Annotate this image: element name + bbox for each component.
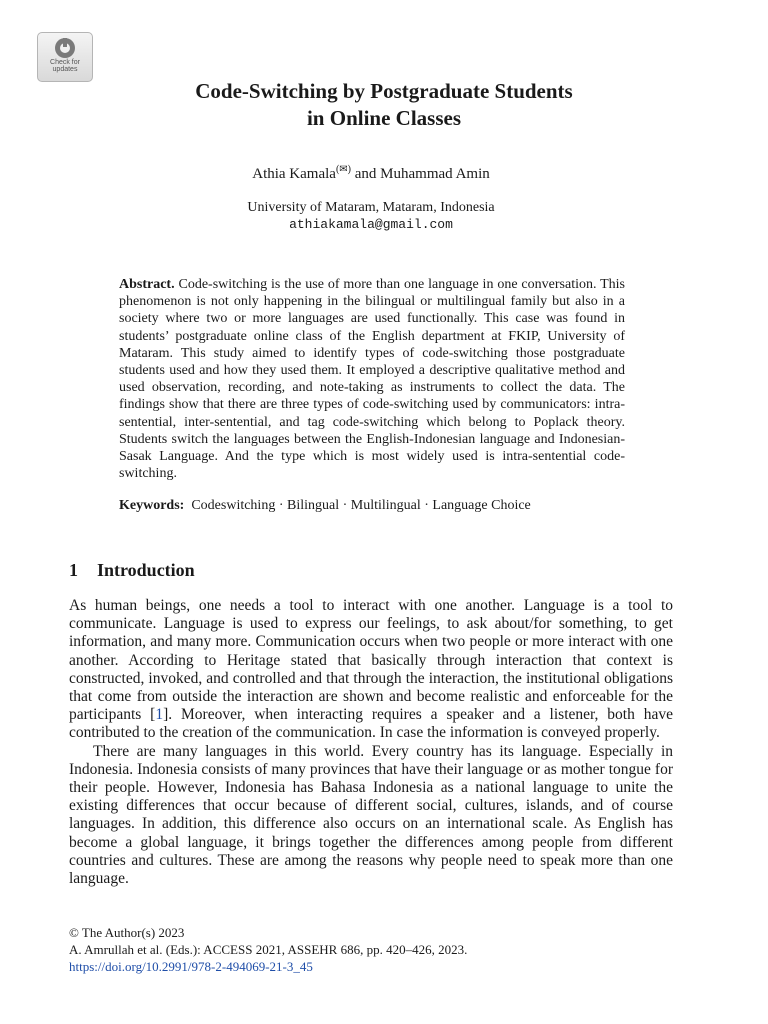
body-text: [69, 597, 673, 888]
keywords-text: Codeswitching · Bilingual · Multilingual · Language Choice: [191, 498, 531, 513]
corresponding-mail-icon: (✉): [335, 164, 351, 175]
author-email[interactable]: athiakamala@gmail.com: [289, 217, 453, 232]
copyright-line: © The Author(s) 2023: [69, 925, 185, 940]
keywords: [119, 497, 679, 514]
badge-line-1: Check for: [50, 59, 80, 66]
abstract-text: Code-switching is the use of more than one language in one conversation. This phenomenon is not only happening in the bilingual or multilingual family but also in a society where two or more languages are used functionally. This case was found in students’ postgraduate online class of the English department at FKIP, University of Mataram. This study aimed to identify types of code-switching those postgraduate students used and how they used them. It employed a descriptive qualitative method and used observation, recording, and note-taking as instruments to collect the data. The findings show that there are three types of code-switching used by communicators: intra-sentential, inter-sentential, and tag code-switching which belong to Poplack theory. Students switch the languages between the English-Indonesian language and Indonesian-Sasak Language. And the type which is most widely used is intra-sentential code-switching.: [119, 277, 625, 482]
title-line-2: in Online Classes: [306, 106, 462, 130]
abstract-label: Abstract.: [119, 277, 175, 292]
badge-line-2: updates: [52, 66, 78, 73]
section-heading: [69, 560, 195, 581]
title-line-1: Code-Switching by Postgraduate Students: [195, 79, 573, 103]
abstract: [119, 276, 625, 482]
doi-link[interactable]: https://doi.org/10.2991/978-2-494069-21-3_45: [69, 959, 313, 974]
check-for-updates-badge[interactable]: [37, 32, 93, 82]
citation-link[interactable]: 1: [155, 706, 164, 724]
keywords-label: Keywords:: [119, 498, 185, 513]
footer: [69, 924, 467, 975]
check-updates-icon: [54, 37, 76, 59]
section-number: 1: [69, 560, 78, 580]
affiliation: University of Mataram, Mataram, Indonesia: [247, 200, 495, 215]
section-title: Introduction: [97, 560, 195, 580]
author-line: [0, 164, 742, 183]
paragraph-1-text-a: As human beings, one needs a tool to interact with one another. Language is a tool to communicate. Language is used to express our feelings, to ask about/for something, to get information, and many more. Communication occurs when two people or more interact with one another. According to Heritage stated that basically through interaction that context is constructed, invoked, and controlled and that through the interaction, the institutional obligations that come from outside the interaction are shown and become realistic and enforceable for the participants [: [69, 597, 673, 724]
author-rest: and Muhammad Amin: [351, 166, 490, 182]
paragraph-1: [69, 597, 673, 743]
author-first: Athia Kamala: [252, 166, 336, 182]
paragraph-2: There are many languages in this world. Every country has its language. Especially in Indonesia. Indonesia consists of many provinces that have their language or as mother tongue for their people. However, Indonesia has Bahasa Indonesia as a national language to unite the existing differences that occur because of different social, cultures, islands, and of course languages. In addition, this difference also occurs on an international scale. As English has become a global language, it brings together the differences among people from different countries and cultures. These are among the reasons why people need to speak more than one language.: [69, 742, 673, 888]
paragraph-1-text-b: ]. Moreover, when interacting requires a speaker and a listener, both have contributed to the creation of the communication. In case the information is conveyed properly.: [69, 706, 673, 742]
citation-line: A. Amrullah et al. (Eds.): ACCESS 2021, ASSEHR 686, pp. 420–426, 2023.: [69, 942, 468, 957]
paper-title: [0, 78, 768, 132]
